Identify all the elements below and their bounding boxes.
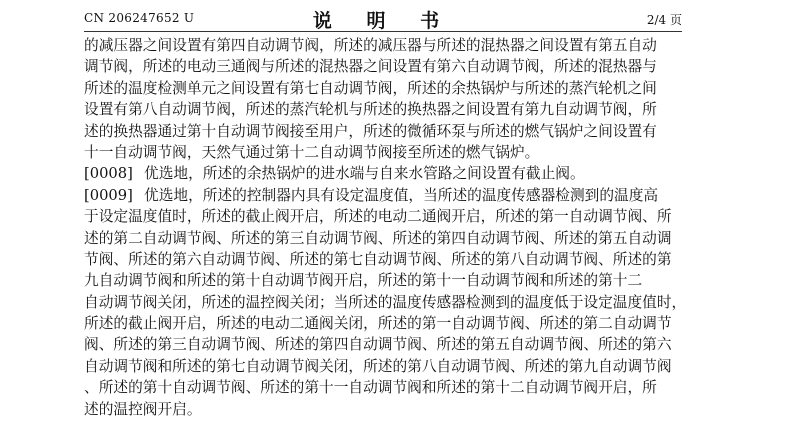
text-line: 自动调节阀关闭，所述的温控阀关闭；当所述的温度传感器检测到的温度低于设定温度值时，	[84, 293, 687, 311]
text-line: 、所述的第十自动调节阀、所述的第十一自动调节阀和所述的第十二自动调节阀开启，所	[84, 379, 657, 397]
paragraph-0009-line	[84, 185, 682, 206]
text-line: 阀、所述的第三自动调节阀、所述的第四自动调节阀、所述的第五自动调节阀、所述的第六	[84, 336, 672, 354]
paragraph-text: 优选地，所述的余热锅炉的进水端与自来水管路之间设置有截止阀。	[144, 165, 585, 183]
text-line: 九自动调节阀和所述的第十自动调节阀开启，所述的第十一自动调节阀和所述的第十二	[84, 272, 643, 290]
publication-number: CN 206247652 U	[84, 11, 195, 25]
text-line: 于设定温度值时，所述的截止阀开启，所述的电动二通阀开启，所述的第一自动调节阀、所	[84, 208, 672, 226]
text-line: 十一自动调节阀，天然气通过第十二自动调节阀接至所述的燃气锅炉。	[84, 143, 540, 161]
text-line: 的减压器之间设置有第四自动调节阀，所述的减压器与所述的混热器之间设置有第五自动	[84, 37, 657, 54]
text-line: 述的换热器通过第十自动调节阀接至用户，所述的微循环泵与所述的燃气锅炉之间设置有	[84, 122, 657, 140]
page-header	[84, 6, 682, 32]
text-line: 设置有第八自动调节阀，所述的蒸汽轮机与所述的换热器之间设置有第九自动调节阀，所	[84, 101, 657, 119]
text-line: 节阀、所述的第六自动调节阀、所述的第七自动调节阀、所述的第八自动调节阀、所述的第	[84, 250, 672, 268]
text-line: 所述的截止阀开启，所述的电动二通阀关闭，所述的第一自动调节阀、所述的第二自动调节	[84, 315, 672, 333]
text-line: 自动调节阀和所述的第七自动调节阀关闭，所述的第八自动调节阀、所述的第九自动调节阀	[84, 357, 672, 375]
page-number: 2/4 页	[646, 13, 682, 27]
paragraph-number: [0009]	[84, 186, 133, 204]
document-body	[84, 35, 687, 420]
text-line: 所述的温度检测单元之间设置有第七自动调节阀，所述的余热锅炉与所述的蒸汽轮机之间	[84, 79, 657, 97]
text-line: 述的第二自动调节阀、所述的第三自动调节阀、所述的第四自动调节阀、所述的第五自动调	[84, 229, 672, 247]
text-line: 述的温控阀开启。	[84, 400, 202, 418]
header-rule	[84, 31, 682, 32]
paragraph-0008-line	[84, 163, 682, 184]
document-title: 说 明 书	[312, 10, 454, 32]
text-line: 调节阀，所述的电动三通阀与所述的混热器之间设置有第六自动调节阀，所述的混热器与	[84, 58, 657, 76]
paragraph-text: 优选地，所述的控制器内具有设定温度值，当所述的温度传感器检测到的温度高	[144, 186, 659, 204]
paragraph-number: [0008]	[84, 165, 133, 183]
